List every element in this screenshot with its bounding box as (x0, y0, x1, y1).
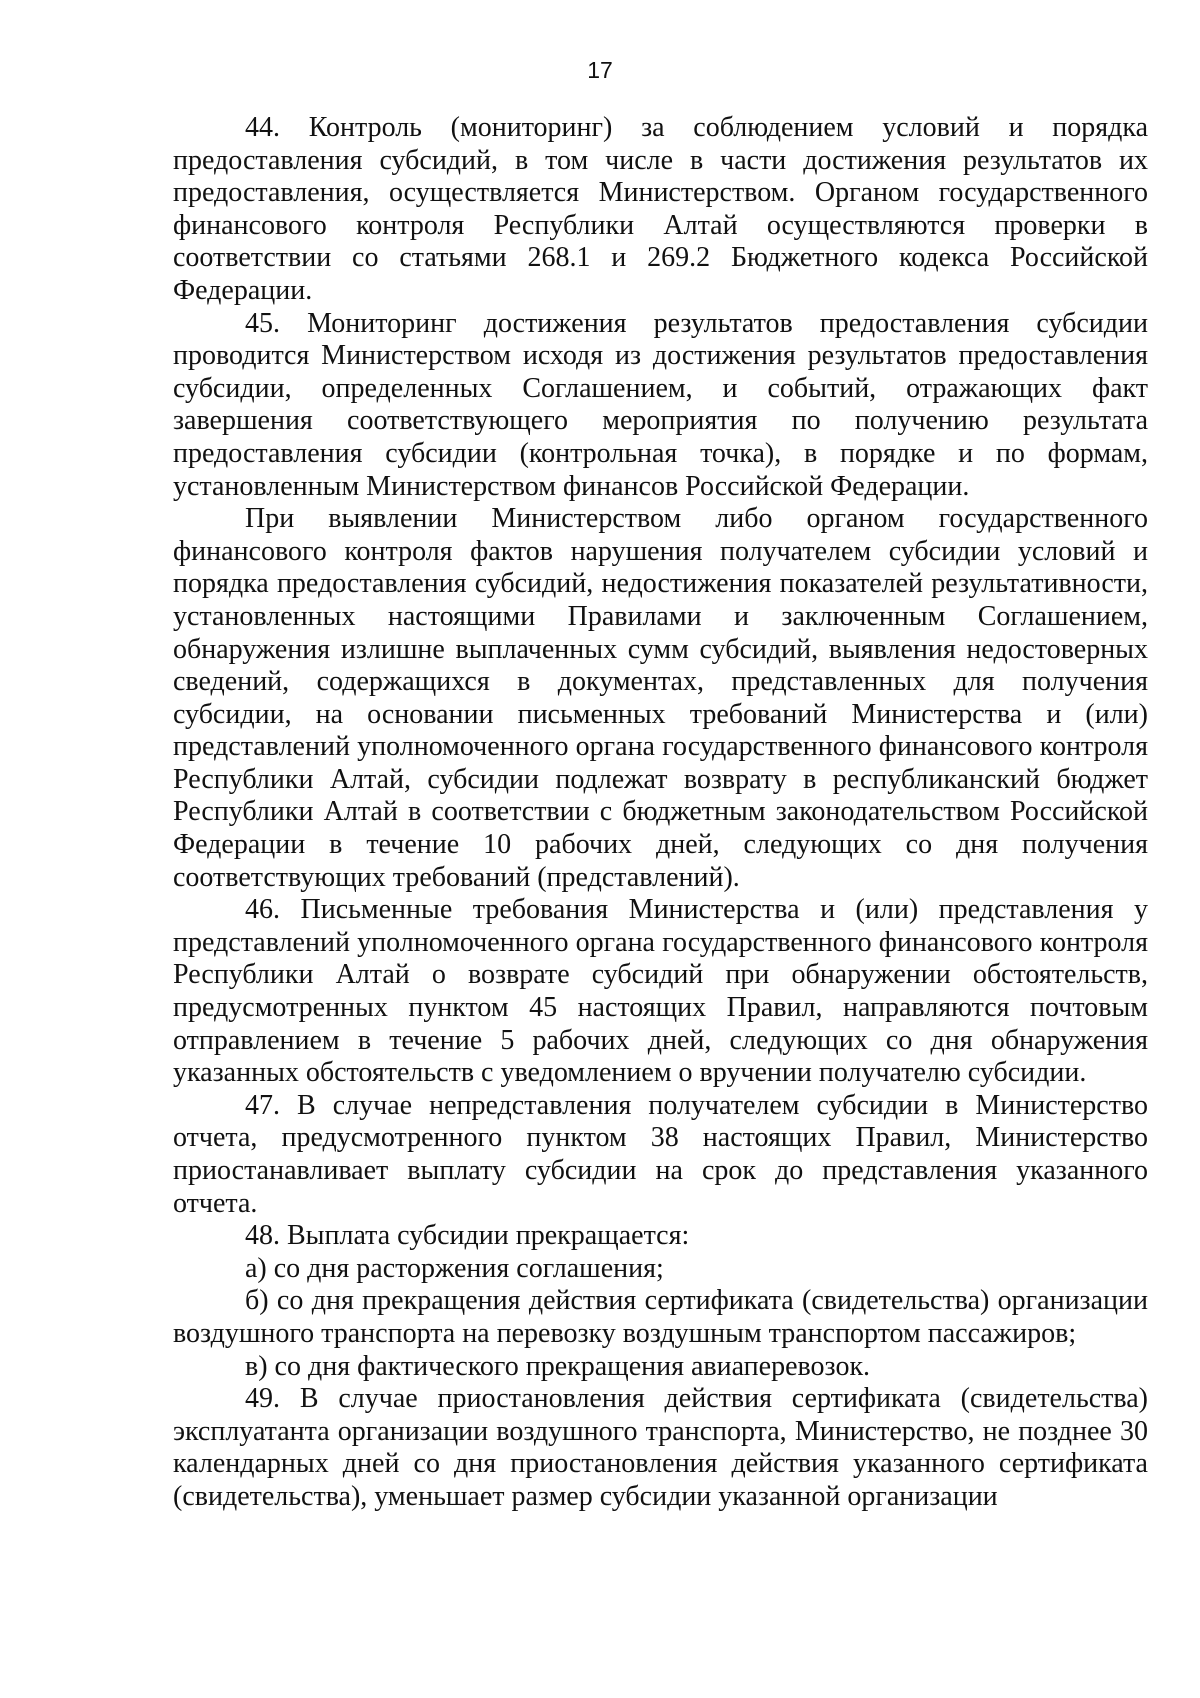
paragraph-45: 45. Мониторинг достижения результатов предоставления субсидии проводится Министерством исходя из достижения результатов предоставления субсидии, определенных Соглашением, и событий, отражающих факт завершения соответствующего мероприятия по получению результата предоставления субсидии (контрольная точка), в порядке и по формам, установленным Министерством финансов Российской Федерации. (173, 307, 1148, 502)
paragraph-46: 46. Письменные требования Министерства и (или) представления у представлений уполномоченного органа государственного финансового контроля Республики Алтай о возврате субсидий при обнаружении обстоятельств, предусмотренных пунктом 45 настоящих Правил, направляются почтовым отправлением в течение 5 рабочих дней, следующих со дня обнаружения указанных обстоятельств с уведомлением о вручении получателю субсидии. (173, 894, 1148, 1089)
page-number: 17 (587, 57, 613, 83)
paragraph-48: 48. Выплата субсидии прекращается: (245, 1220, 690, 1252)
paragraph-49: 49. В случае приостановления действия сертификата (свидетельства) эксплуатанта организации воздушного транспорта, Министерство, не позднее 30 календарных дней со дня приостановления действия указанного сертификата (свидетельства), уменьшает размер субсидии указанной организации (173, 1383, 1148, 1512)
paragraph-47: 47. В случае непредставления получателем субсидии в Министерство отчета, предусмотренного пунктом 38 настоящих Правил, Министерство приостанавливает выплату субсидии на срок до представления указанного отчета. (173, 1089, 1148, 1219)
paragraph-44: 44. Контроль (мониторинг) за соблюдением условий и порядка предоставления субсидий, в том числе в части достижения результатов их предоставления, осуществляется Министерством. Органом государственного финансового контроля Республики Алтай осуществляются проверки в соответствии со статьями 268.1 и 269.2 Бюджетного кодекса Российской Федерации. (173, 112, 1148, 306)
paragraph-48-item-a: а) со дня расторжения соглашения; (245, 1252, 664, 1284)
document-body (173, 112, 1148, 1514)
paragraph-45-violations: При выявлении Министерством либо органом государственного финансового контроля фактов нарушения получателем субсидии условий и порядка предоставления субсидий, недостижения показателей результативности, установленных настоящими Правилами и заключенным Соглашением, обнаружения излишне выплаченных сумм субсидий, выявления недостоверных сведений, содержащихся в документах, представленных для получения субсидии, на основании письменных требований Министерства и (или) представлений уполномоченного органа государственного финансового контроля Республики Алтай, субсидии подлежат возврату в республиканский бюджет Республики Алтай в соответствии с бюджетным законодательством Российской Федерации в течение 10 рабочих дней, следующих со дня получения соответствующих требований (представлений). (173, 503, 1148, 893)
paragraph-48-item-c: в) со дня фактического прекращения авиаперевозок. (245, 1350, 871, 1382)
paragraph-48-item-b: б) со дня прекращения действия сертификата (свидетельства) организации воздушного транспорта на перевозку воздушным транспортом пассажиров; (173, 1285, 1148, 1349)
